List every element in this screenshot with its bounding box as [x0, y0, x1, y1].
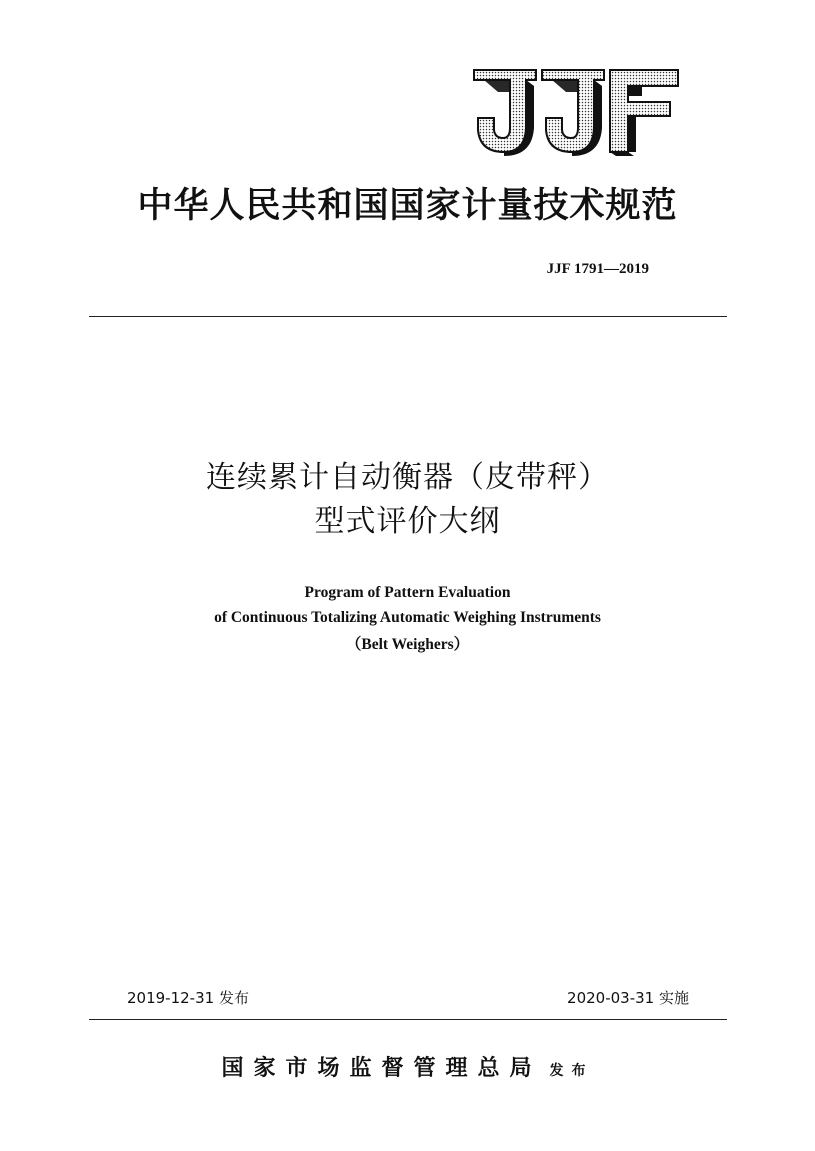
jjf-logo: [470, 68, 682, 156]
effective-date: 2020-03-31 实施: [567, 989, 689, 1007]
english-title-line-1: Program of Pattern Evaluation: [304, 584, 511, 601]
issuer-name: 国家市场监督管理总局: [221, 1055, 542, 1081]
authority-title: 中华人民共和国国家计量技术规范: [137, 186, 678, 226]
standard-code: JJF 1791—2019: [546, 261, 649, 277]
issue-date: 2019-12-31 发布: [127, 989, 249, 1007]
top-divider: [89, 316, 727, 317]
issuer-suffix: 发布: [549, 1063, 594, 1079]
english-title-line-3: （Belt Weighers）: [345, 636, 470, 653]
bottom-divider: [89, 1019, 727, 1020]
issuer-line: [0, 1048, 815, 1091]
logo-letter-f: [610, 70, 678, 156]
logo-letter-j2: [542, 70, 604, 156]
chinese-title-line-2: 型式评价大纲: [314, 504, 501, 539]
english-title-line-2: of Continuous Totalizing Automatic Weighing Instruments: [214, 609, 601, 626]
logo-letter-j1: [474, 70, 536, 156]
chinese-title-line-1: 连续累计自动衡器（皮带秤）: [206, 460, 609, 495]
